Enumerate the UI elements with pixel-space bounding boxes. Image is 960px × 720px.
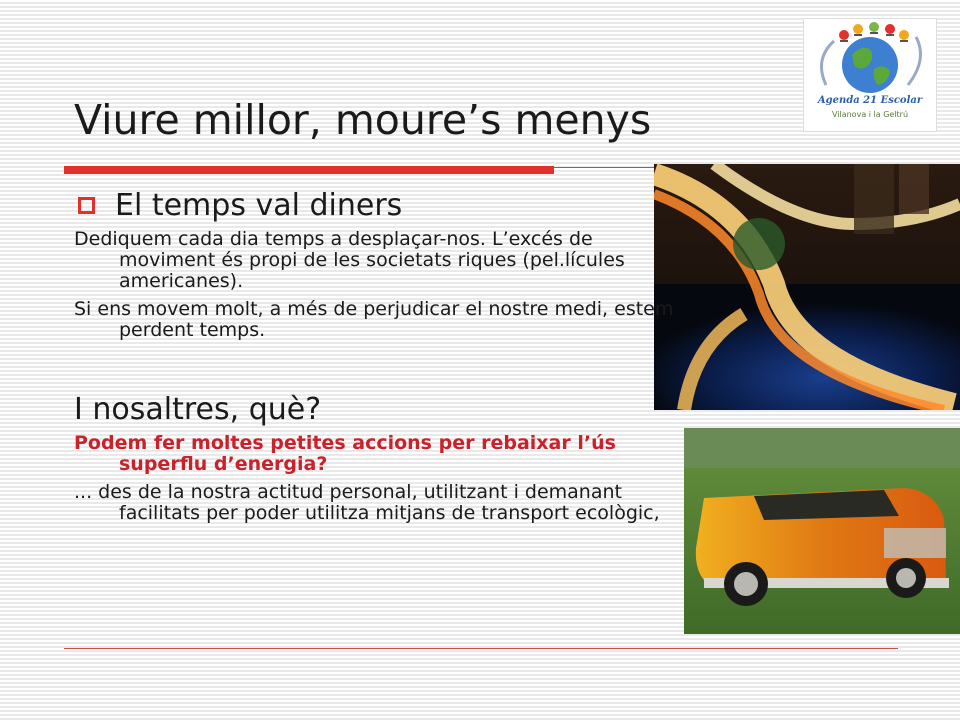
section2-heading: I nosaltres, què? (74, 392, 322, 427)
painted-car-photo (684, 428, 960, 634)
section1-paragraph-1: Dediquem cada dia temps a desplaçar-nos. L’excés de moviment és propi de les societats riques (pel.lícules americanes). (74, 228, 625, 292)
bottom-divider (64, 648, 898, 649)
title-underline-thick (64, 166, 554, 174)
section1-heading: El temps val diners (115, 188, 403, 223)
city-traffic-photo (654, 164, 960, 410)
section1-paragraph-2: Si ens movem molt, a més de perjudicar el nostre medi, estem perdent temps. (74, 298, 674, 341)
logo-subtitle: Vilanova i la Geltrú (831, 110, 909, 119)
slide-body (74, 188, 674, 524)
square-bullet-icon (78, 197, 95, 214)
globe-people-icon (804, 19, 936, 99)
section2-highlight: Podem fer moltes petites accions per rebaixar l’ús superflu d’energia? (74, 432, 616, 475)
slide-title: Viure millor, moure’s menys (74, 96, 652, 144)
section1-bullet (74, 188, 674, 223)
agenda21-logo (803, 18, 937, 132)
section2-paragraph: ... des de la nostra actitud personal, utilitzant i demanant facilitats per poder utilitza mitjans de transport ecològic, (74, 481, 660, 524)
logo-title: Agenda 21 Escolar (817, 95, 923, 106)
